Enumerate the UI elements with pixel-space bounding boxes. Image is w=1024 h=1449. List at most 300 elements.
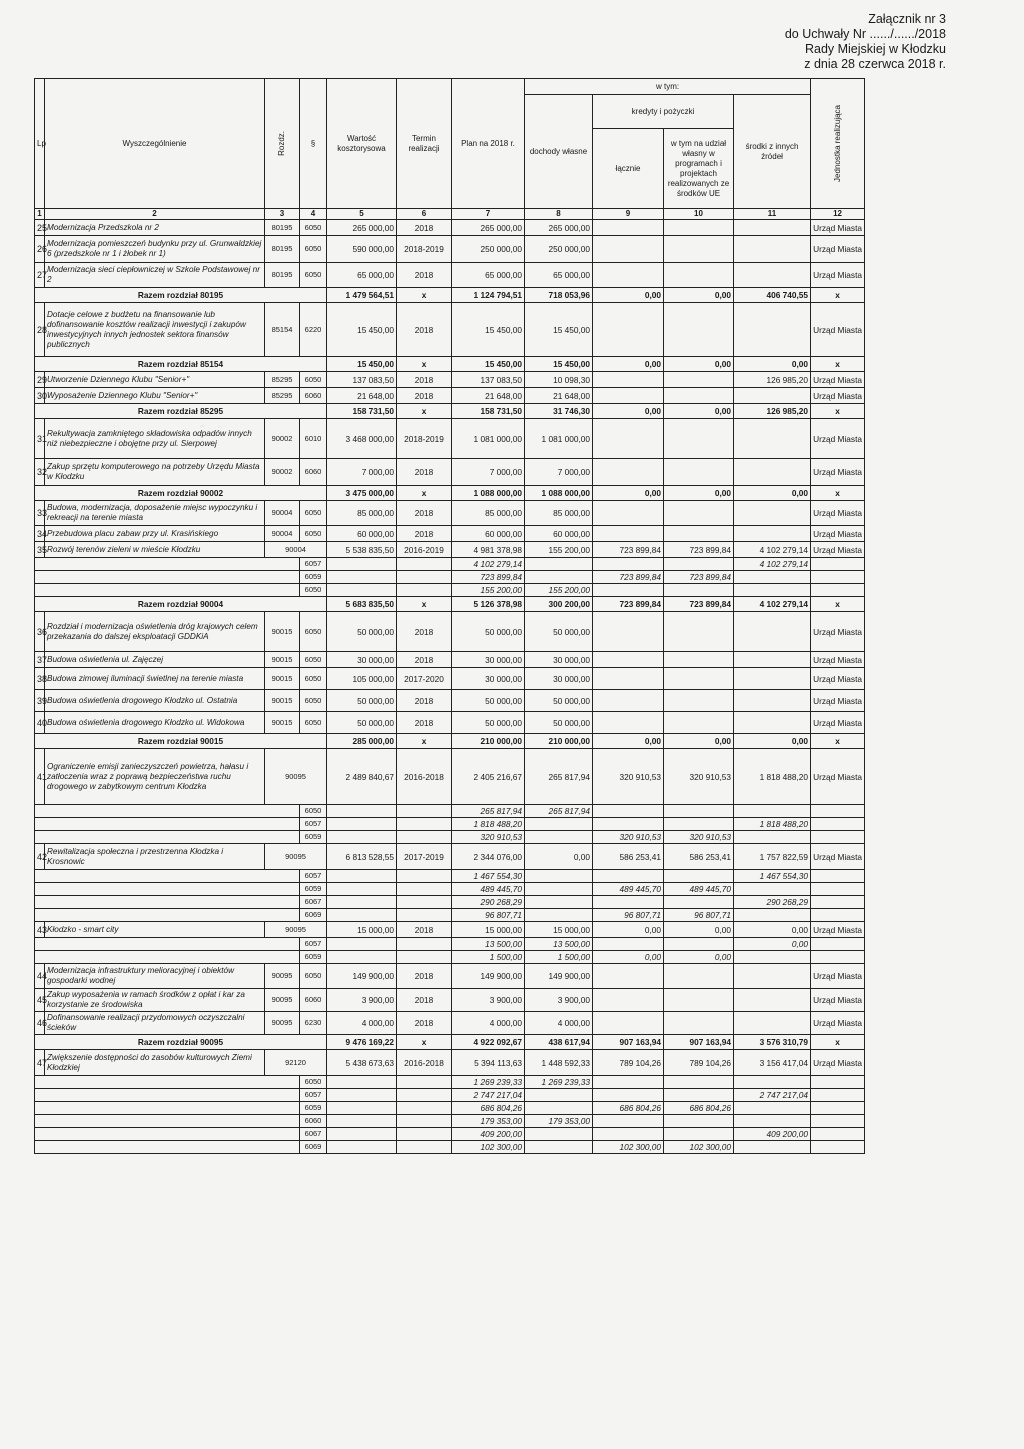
paragraph-code: 6050: [300, 220, 327, 236]
detail-empty-unit: [811, 1102, 865, 1115]
plan-value: 15 000,00: [452, 922, 525, 938]
detail-plan-value: 686 804,26: [452, 1102, 525, 1115]
investment-table-body: [35, 220, 865, 1154]
total-term: x: [397, 288, 452, 303]
detail-spacer: [35, 571, 300, 584]
detail-credits-total: 686 804,26: [593, 1102, 664, 1115]
credits-total-value: [593, 459, 664, 486]
eu-share-value: [664, 526, 734, 542]
detail-spacer: [35, 870, 300, 883]
table-row: [35, 844, 865, 870]
total-eu-share: 0,00: [664, 734, 734, 749]
total-estimated-value: 3 475 000,00: [327, 486, 397, 501]
detail-empty-term: [397, 1102, 452, 1115]
detail-paragraph-code: 6059: [300, 883, 327, 896]
col-other-sources: środki z innych źródeł: [734, 95, 811, 209]
other-sources-value: [734, 236, 811, 263]
task-description: Budowa oświetlenia ul. Zajęczej: [45, 652, 265, 668]
detail-empty-unit: [811, 1089, 865, 1102]
detail-empty-unit: [811, 1076, 865, 1089]
plan-value: 265 000,00: [452, 220, 525, 236]
total-term: x: [397, 404, 452, 419]
rozdzial-code: 92120: [265, 1050, 327, 1076]
detail-empty-unit: [811, 1141, 865, 1154]
own-income-value: 10 098,30: [525, 372, 593, 388]
detail-empty-unit: [811, 571, 865, 584]
total-estimated-value: 9 476 169,22: [327, 1035, 397, 1050]
detail-credits-total: 320 910,53: [593, 831, 664, 844]
paragraph-detail-row: [35, 831, 865, 844]
detail-eu-share: [664, 1076, 734, 1089]
detail-other-sources: 409 200,00: [734, 1128, 811, 1141]
paragraph-code: 6050: [300, 612, 327, 652]
total-term: x: [397, 357, 452, 372]
table-row: [35, 501, 865, 526]
credits-total-value: 0,00: [593, 922, 664, 938]
credits-total-value: [593, 712, 664, 734]
detail-empty-term: [397, 883, 452, 896]
detail-eu-share: 723 899,84: [664, 571, 734, 584]
total-estimated-value: 285 000,00: [327, 734, 397, 749]
row-number: 27: [35, 263, 45, 288]
detail-spacer: [35, 938, 300, 951]
task-description: Modernizacja pomieszczeń budynku przy ul. Grunwaldzkiej 6 (przedszkole nr 1 i żłobek nr 1): [45, 236, 265, 263]
detail-empty-unit: [811, 896, 865, 909]
detail-eu-share: [664, 896, 734, 909]
eu-share-value: [664, 690, 734, 712]
row-number: 38: [35, 668, 45, 690]
detail-empty-term: [397, 1128, 452, 1141]
detail-empty-term: [397, 584, 452, 597]
other-sources-value: 1 818 488,20: [734, 749, 811, 805]
col-estimated-value: Wartość kosztorysowa: [327, 79, 397, 209]
eu-share-value: [664, 501, 734, 526]
total-other-sources: 3 576 310,79: [734, 1035, 811, 1050]
credits-total-value: [593, 303, 664, 357]
credits-total-value: [593, 1012, 664, 1035]
credits-total-value: [593, 501, 664, 526]
detail-plan-value: 1 269 239,33: [452, 1076, 525, 1089]
col-plan: Plan na 2018 r.: [452, 79, 525, 209]
rozdzial-code: 80195: [265, 220, 300, 236]
row-number: 31: [35, 419, 45, 459]
detail-paragraph-code: 6050: [300, 584, 327, 597]
detail-plan-value: 2 747 217,04: [452, 1089, 525, 1102]
total-other-sources: 0,00: [734, 357, 811, 372]
detail-empty-term: [397, 831, 452, 844]
realization-term: 2017-2020: [397, 668, 452, 690]
paragraph-code: 6060: [300, 388, 327, 404]
col-rozdzial: [265, 79, 300, 209]
total-plan-value: 158 731,50: [452, 404, 525, 419]
detail-empty-unit: [811, 1115, 865, 1128]
table-row: [35, 303, 865, 357]
own-income-value: 265 000,00: [525, 220, 593, 236]
implementing-unit: Urząd Miasta: [811, 844, 865, 870]
detail-empty-term: [397, 558, 452, 571]
row-number: 46: [35, 1012, 45, 1035]
detail-empty-value: [327, 1141, 397, 1154]
detail-own-income: 179 353,00: [525, 1115, 593, 1128]
rozdzial-code: 90015: [265, 690, 300, 712]
realization-term: 2018: [397, 526, 452, 542]
credits-total-value: [593, 612, 664, 652]
table-row: [35, 749, 865, 805]
detail-credits-total: [593, 805, 664, 818]
rozdzial-code: 90015: [265, 612, 300, 652]
rozdzial-code: 90004: [265, 501, 300, 526]
index-cell: 9: [593, 209, 664, 220]
row-number: 47: [35, 1050, 45, 1076]
eu-share-value: [664, 388, 734, 404]
table-row: [35, 220, 865, 236]
detail-other-sources: 0,00: [734, 938, 811, 951]
index-cell: 11: [734, 209, 811, 220]
row-number: 44: [35, 964, 45, 989]
task-description: Zwiększenie dostępności do zasobów kulturowych Ziemi Kłodzkiej: [45, 1050, 265, 1076]
paragraph-detail-row: [35, 584, 865, 597]
paragraph-code: 6050: [300, 652, 327, 668]
total-own-income: 15 450,00: [525, 357, 593, 372]
paragraph-code: 6050: [300, 236, 327, 263]
table-row: [35, 922, 865, 938]
estimated-value: 21 648,00: [327, 388, 397, 404]
total-eu-share: 0,00: [664, 404, 734, 419]
estimated-value: 105 000,00: [327, 668, 397, 690]
eu-share-value: [664, 668, 734, 690]
detail-empty-value: [327, 1102, 397, 1115]
task-description: Zakup wyposażenia w ramach środków z opłat i kar za korzystanie ze środowiska: [45, 989, 265, 1012]
estimated-value: 265 000,00: [327, 220, 397, 236]
section-total-label: Razem rozdział 90002: [35, 486, 327, 501]
table-row: [35, 236, 865, 263]
rozdzial-code: 90015: [265, 652, 300, 668]
detail-empty-unit: [811, 818, 865, 831]
realization-term: 2018: [397, 652, 452, 668]
own-income-value: 149 900,00: [525, 964, 593, 989]
credits-total-value: [593, 964, 664, 989]
other-sources-value: [734, 712, 811, 734]
detail-empty-value: [327, 1089, 397, 1102]
implementing-unit: Urząd Miasta: [811, 612, 865, 652]
table-row: [35, 1012, 865, 1035]
detail-other-sources: [734, 805, 811, 818]
realization-term: 2016-2019: [397, 542, 452, 558]
estimated-value: 50 000,00: [327, 712, 397, 734]
implementing-unit: Urząd Miasta: [811, 652, 865, 668]
estimated-value: 65 000,00: [327, 263, 397, 288]
eu-share-value: [664, 419, 734, 459]
section-total-label: Razem rozdział 90095: [35, 1035, 327, 1050]
estimated-value: 60 000,00: [327, 526, 397, 542]
eu-share-value: [664, 303, 734, 357]
row-number: 32: [35, 459, 45, 486]
total-eu-share: 0,00: [664, 288, 734, 303]
detail-credits-total: [593, 584, 664, 597]
detail-other-sources: [734, 1115, 811, 1128]
estimated-value: 7 000,00: [327, 459, 397, 486]
detail-own-income: [525, 1141, 593, 1154]
row-number: 36: [35, 612, 45, 652]
detail-eu-share: [664, 1128, 734, 1141]
own-income-value: 30 000,00: [525, 668, 593, 690]
detail-eu-share: [664, 1089, 734, 1102]
task-description: Rekultywacja zamkniętego składowiska odpadów innych niż niebezpieczne i obojętne przy ul. Sierpowej: [45, 419, 265, 459]
total-other-sources: 406 740,55: [734, 288, 811, 303]
detail-paragraph-code: 6050: [300, 1076, 327, 1089]
realization-term: 2018-2019: [397, 419, 452, 459]
col-paragraph: §: [300, 79, 327, 209]
row-number: 33: [35, 501, 45, 526]
own-income-value: 4 000,00: [525, 1012, 593, 1035]
detail-eu-share: 489 445,70: [664, 883, 734, 896]
own-income-value: 50 000,00: [525, 612, 593, 652]
detail-credits-total: [593, 1076, 664, 1089]
credits-total-value: [593, 419, 664, 459]
credits-total-value: [593, 989, 664, 1012]
detail-empty-value: [327, 558, 397, 571]
total-other-sources: 0,00: [734, 486, 811, 501]
col-group-w-tym: w tym:: [525, 79, 811, 95]
detail-empty-unit: [811, 584, 865, 597]
plan-value: 85 000,00: [452, 501, 525, 526]
task-description: Wyposażenie Dziennego Klubu "Senior+": [45, 388, 265, 404]
own-income-value: 50 000,00: [525, 690, 593, 712]
detail-empty-unit: [811, 870, 865, 883]
total-term: x: [397, 1035, 452, 1050]
implementing-unit: Urząd Miasta: [811, 459, 865, 486]
total-plan-value: 1 124 794,51: [452, 288, 525, 303]
detail-eu-share: 96 807,71: [664, 909, 734, 922]
paragraph-code: 6050: [300, 501, 327, 526]
total-own-income: 438 617,94: [525, 1035, 593, 1050]
implementing-unit: Urząd Miasta: [811, 964, 865, 989]
detail-credits-total: [593, 938, 664, 951]
rozdzial-code: 90095: [265, 749, 327, 805]
realization-term: 2018: [397, 1012, 452, 1035]
rozdzial-code: 90095: [265, 989, 300, 1012]
detail-plan-value: 1 818 488,20: [452, 818, 525, 831]
credits-total-value: 723 899,84: [593, 542, 664, 558]
paragraph-code: 6050: [300, 526, 327, 542]
realization-term: 2018: [397, 964, 452, 989]
realization-term: 2018: [397, 263, 452, 288]
task-description: Modernizacja sieci ciepłowniczej w Szkole Podstawowej nr 2: [45, 263, 265, 288]
total-estimated-value: 158 731,50: [327, 404, 397, 419]
detail-empty-value: [327, 1076, 397, 1089]
detail-plan-value: 13 500,00: [452, 938, 525, 951]
row-number: 37: [35, 652, 45, 668]
detail-empty-value: [327, 896, 397, 909]
detail-paragraph-code: 6069: [300, 909, 327, 922]
detail-paragraph-code: 6059: [300, 951, 327, 964]
col-unit-label: Jednostka realizująca: [832, 105, 842, 182]
task-description: Modernizacja Przedszkola nr 2: [45, 220, 265, 236]
total-eu-share: 0,00: [664, 357, 734, 372]
detail-spacer: [35, 584, 300, 597]
row-number: 25: [35, 220, 45, 236]
eu-share-value: [664, 263, 734, 288]
plan-value: 30 000,00: [452, 652, 525, 668]
detail-empty-unit: [811, 909, 865, 922]
paragraph-detail-row: [35, 805, 865, 818]
row-number: 41: [35, 749, 45, 805]
total-credits: 0,00: [593, 357, 664, 372]
eu-share-value: [664, 712, 734, 734]
detail-eu-share: 686 804,26: [664, 1102, 734, 1115]
plan-value: 50 000,00: [452, 690, 525, 712]
paragraph-code: 6230: [300, 1012, 327, 1035]
detail-other-sources: [734, 571, 811, 584]
eu-share-value: [664, 459, 734, 486]
eu-share-value: 320 910,53: [664, 749, 734, 805]
detail-empty-value: [327, 909, 397, 922]
detail-empty-value: [327, 818, 397, 831]
detail-spacer: [35, 1128, 300, 1141]
resolution-number: do Uchwały Nr ....../....../2018: [784, 27, 946, 41]
index-cell: 10: [664, 209, 734, 220]
paragraph-code: 6060: [300, 989, 327, 1012]
total-unit: x: [811, 486, 865, 501]
own-income-value: 85 000,00: [525, 501, 593, 526]
table-row: [35, 668, 865, 690]
detail-other-sources: [734, 584, 811, 597]
estimated-value: 85 000,00: [327, 501, 397, 526]
table-row: [35, 419, 865, 459]
table-row: [35, 1050, 865, 1076]
detail-eu-share: [664, 818, 734, 831]
eu-share-value: 0,00: [664, 922, 734, 938]
table-row: [35, 712, 865, 734]
other-sources-value: [734, 1012, 811, 1035]
detail-other-sources: 4 102 279,14: [734, 558, 811, 571]
paragraph-code: 6050: [300, 964, 327, 989]
paragraph-code: 6050: [300, 372, 327, 388]
detail-empty-term: [397, 1089, 452, 1102]
detail-empty-term: [397, 805, 452, 818]
detail-eu-share: [664, 938, 734, 951]
credits-total-value: 586 253,41: [593, 844, 664, 870]
detail-eu-share: [664, 870, 734, 883]
detail-paragraph-code: 6059: [300, 571, 327, 584]
detail-own-income: [525, 883, 593, 896]
detail-plan-value: 723 899,84: [452, 571, 525, 584]
credits-total-value: 789 104,26: [593, 1050, 664, 1076]
detail-empty-unit: [811, 1128, 865, 1141]
implementing-unit: Urząd Miasta: [811, 749, 865, 805]
task-description: Rewitalizacja społeczna i przestrzenna Kłodzka i Krosnowic: [45, 844, 265, 870]
total-own-income: 210 000,00: [525, 734, 593, 749]
total-credits: 0,00: [593, 404, 664, 419]
col-unit: [811, 79, 865, 209]
index-cell: 3: [265, 209, 300, 220]
detail-credits-total: [593, 896, 664, 909]
plan-value: 60 000,00: [452, 526, 525, 542]
detail-empty-unit: [811, 558, 865, 571]
investment-table: [34, 78, 865, 1154]
total-unit: x: [811, 734, 865, 749]
total-eu-share: 0,00: [664, 486, 734, 501]
detail-paragraph-code: 6057: [300, 558, 327, 571]
estimated-value: 5 438 673,63: [327, 1050, 397, 1076]
detail-empty-value: [327, 938, 397, 951]
detail-paragraph-code: 6057: [300, 938, 327, 951]
implementing-unit: Urząd Miasta: [811, 501, 865, 526]
detail-spacer: [35, 896, 300, 909]
eu-share-value: [664, 612, 734, 652]
rozdzial-code: 90004: [265, 526, 300, 542]
other-sources-value: [734, 501, 811, 526]
paragraph-detail-row: [35, 951, 865, 964]
total-plan-value: 1 088 000,00: [452, 486, 525, 501]
table-row: [35, 388, 865, 404]
paragraph-detail-row: [35, 818, 865, 831]
section-total-label: Razem rozdział 90004: [35, 597, 327, 612]
detail-own-income: [525, 909, 593, 922]
council-name: Rady Miejskiej w Kłodzku: [804, 42, 946, 56]
paragraph-detail-row: [35, 1102, 865, 1115]
implementing-unit: Urząd Miasta: [811, 526, 865, 542]
detail-spacer: [35, 1102, 300, 1115]
detail-empty-value: [327, 951, 397, 964]
detail-eu-share: 0,00: [664, 951, 734, 964]
row-number: 42: [35, 844, 45, 870]
detail-credits-total: 96 807,71: [593, 909, 664, 922]
realization-term: 2016-2018: [397, 1050, 452, 1076]
task-description: Rozdział i modernizacja oświetlenia dróg krajowych celem przekazania do dalszej eksploatacji GDDKiA: [45, 612, 265, 652]
other-sources-value: 3 156 417,04: [734, 1050, 811, 1076]
estimated-value: 50 000,00: [327, 612, 397, 652]
other-sources-value: [734, 652, 811, 668]
plan-value: 2 405 216,67: [452, 749, 525, 805]
task-description: Modernizacja infrastruktury melioracyjnej i obiektów gospodarki wodnej: [45, 964, 265, 989]
total-other-sources: 126 985,20: [734, 404, 811, 419]
row-number: 34: [35, 526, 45, 542]
total-other-sources: 4 102 279,14: [734, 597, 811, 612]
total-credits: 0,00: [593, 734, 664, 749]
total-credits: 723 899,84: [593, 597, 664, 612]
own-income-value: 250 000,00: [525, 236, 593, 263]
detail-paragraph-code: 6059: [300, 831, 327, 844]
table-row: [35, 542, 865, 558]
section-total-row: [35, 734, 865, 749]
eu-share-value: [664, 372, 734, 388]
col-credits-total: łącznie: [593, 129, 664, 209]
estimated-value: 149 900,00: [327, 964, 397, 989]
implementing-unit: Urząd Miasta: [811, 303, 865, 357]
other-sources-value: [734, 989, 811, 1012]
paragraph-code: 6050: [300, 712, 327, 734]
detail-plan-value: 1 467 554,30: [452, 870, 525, 883]
detail-credits-total: [593, 1089, 664, 1102]
table-row: [35, 964, 865, 989]
realization-term: 2017-2019: [397, 844, 452, 870]
section-total-label: Razem rozdział 85295: [35, 404, 327, 419]
total-own-income: 31 746,30: [525, 404, 593, 419]
detail-empty-value: [327, 584, 397, 597]
eu-share-value: 789 104,26: [664, 1050, 734, 1076]
estimated-value: 50 000,00: [327, 690, 397, 712]
own-income-value: 60 000,00: [525, 526, 593, 542]
realization-term: 2018-2019: [397, 236, 452, 263]
total-own-income: 1 088 000,00: [525, 486, 593, 501]
detail-empty-term: [397, 951, 452, 964]
detail-other-sources: [734, 883, 811, 896]
total-eu-share: 907 163,94: [664, 1035, 734, 1050]
realization-term: 2018: [397, 501, 452, 526]
col-group-credits: kredyty i pożyczki: [593, 95, 734, 129]
section-total-row: [35, 357, 865, 372]
